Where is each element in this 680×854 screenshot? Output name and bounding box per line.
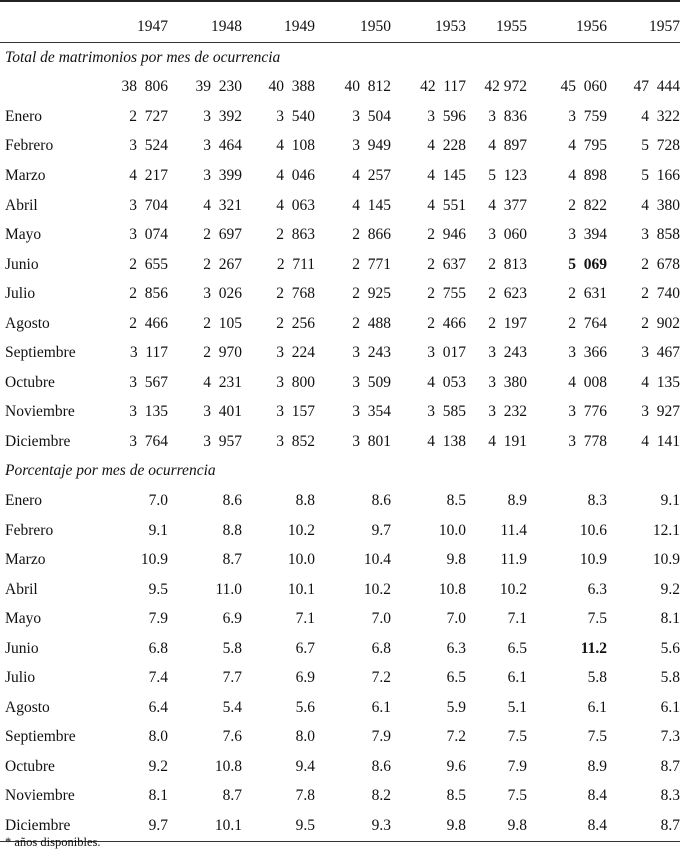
year-header: 1955 [466,12,527,43]
month-label: Julio [5,285,36,303]
table-cell: 11.4 [500,521,527,539]
table-cell: 6.5 [446,669,466,687]
year-header: 1957 [607,12,680,43]
table-cell: 4 380 [641,196,680,214]
table-cell: 3 585 [427,403,466,421]
table-cell: 10.9 [652,551,680,569]
table-cell: 8.7 [222,551,242,569]
table-cell: 2 771 [352,255,391,273]
month-label: Octubre [5,757,55,775]
month-label: Abril [5,580,38,598]
table-cell: 3 157 [276,403,315,421]
table-cell: 3 524 [129,137,168,155]
month-label: Noviembre [5,403,75,421]
table-cell: 3 117 [129,344,168,362]
table-cell: 8.6 [371,491,391,509]
table-cell: 4 897 [488,137,527,155]
table-cell: 2 631 [568,285,607,303]
table-cell: 10.9 [140,551,168,569]
table-cell: 3 060 [488,226,527,244]
table-cell: 7.2 [446,728,466,746]
table-row [0,604,680,634]
table-cell: 7.9 [371,728,391,746]
table-cell: 10.8 [438,580,466,598]
table-cell: 7.1 [295,610,315,628]
table-cell: 7.0 [148,491,168,509]
table-cell: 3 927 [641,403,680,421]
table-row [0,575,680,605]
table-row [0,309,680,339]
table-cell: 8.2 [371,787,391,805]
table-cell: 3 467 [641,344,680,362]
section-title-percent: Porcentaje por mes de ocurrencia [5,462,216,480]
table-cell: 7.0 [446,610,466,628]
table-row [0,634,680,664]
year-header: 1947 [104,12,168,43]
month-label: Febrero [5,137,54,155]
table-row [0,811,680,841]
table-cell: 4 231 [203,373,242,391]
table-cell: 4 191 [488,432,527,450]
table-cell: 5.8 [222,639,242,657]
table-cell: 5.6 [295,698,315,716]
section-heading-row [0,457,680,487]
table-cell: 9.8 [446,551,466,569]
month-label: Julio [5,669,36,687]
table-cell: 8.7 [222,787,242,805]
table-row [0,250,680,280]
month-label: Noviembre [5,787,75,805]
month-label: Septiembre [5,728,76,746]
table-cell: 4 053 [427,373,466,391]
table-cell: 2 863 [276,226,315,244]
table-cell: 7.1 [507,610,527,628]
table-cell: 11.9 [500,551,527,569]
table-cell: 6.4 [148,698,168,716]
table-cell: 8.1 [148,787,168,805]
table-cell: 10.2 [363,580,391,598]
table-cell: 3 540 [276,107,315,125]
table-cell: 42 117 [420,78,466,96]
table-cell: 6.1 [371,698,391,716]
month-label: Enero [5,107,43,125]
table-cell: 6.8 [148,639,168,657]
month-label: Agosto [5,314,50,332]
table-row [0,693,680,723]
table-cell: 4 321 [203,196,242,214]
month-label: Junio [5,639,39,657]
month-label: Marzo [5,166,46,184]
table-cell: 3 026 [203,285,242,303]
table-cell: 11.0 [215,580,242,598]
table-cell: 7.9 [148,610,168,628]
table-cell: 9.7 [104,811,168,841]
table-cell: 4 145 [352,196,391,214]
month-label: Mayo [5,610,42,628]
header-blank [0,12,104,43]
table-cell: 4 377 [488,196,527,214]
table-cell: 2 813 [488,255,527,273]
header-row [0,12,680,43]
table-cell: 9.4 [295,757,315,775]
table-row [0,102,680,132]
month-label: Agosto [5,698,50,716]
section-title-totals: Total de matrimonios por mes de ocurrencia [5,48,281,66]
year-header: 1953 [391,12,466,43]
table-cell: 7.0 [371,610,391,628]
table-cell: 3 394 [568,226,607,244]
table-cell: 2 768 [276,285,315,303]
table-cell: 10.4 [363,551,391,569]
table-cell: 2 711 [276,255,315,273]
table-cell: 4 138 [427,432,466,450]
table-cell: 2 105 [203,314,242,332]
table-cell: 4 898 [568,166,607,184]
table-cell: 2 655 [129,255,168,273]
table-cell: 9.2 [660,580,680,598]
table-cell: 7.5 [587,728,607,746]
table-cell: 10.9 [579,551,607,569]
table-cell: 3 858 [641,226,680,244]
table-cell: 6.8 [371,639,391,657]
table-row [0,545,680,575]
table-cell: 2 267 [203,255,242,273]
table-row [0,486,680,516]
table-row [0,663,680,693]
table-cell: 9.2 [148,757,168,775]
table-cell: 6.7 [295,639,315,657]
table-cell: 8.3 [660,787,680,805]
table-cell: 3 949 [352,137,391,155]
table-cell: 8.6 [222,491,242,509]
table-cell: 2 970 [203,344,242,362]
table-cell: 3 464 [203,137,242,155]
table-cell: 8.5 [446,787,466,805]
highlighted-cell: 11.2 [580,639,607,657]
table-cell: 5.8 [660,669,680,687]
table-cell: 3 800 [276,373,315,391]
table-cell: 9.6 [446,757,466,775]
table-row [0,191,680,221]
table-cell: 7.5 [507,728,527,746]
table-cell: 9.1 [148,521,168,539]
table-cell: 6.1 [507,669,527,687]
table-cell: 2 925 [352,285,391,303]
table-row [0,782,680,812]
table-cell: 6.1 [660,698,680,716]
marriages-by-month-table [0,12,680,842]
table-cell: 10.2 [287,521,315,539]
table-cell: 4 322 [641,107,680,125]
table-cell: 2 727 [129,107,168,125]
footnote: * años disponibles. [5,835,101,849]
table-cell: 2 623 [488,285,527,303]
table-cell: 4 551 [427,196,466,214]
table-cell: 4 228 [427,137,466,155]
table-cell: 12.1 [652,521,680,539]
table-cell: 2 256 [276,314,315,332]
table-cell: 4 141 [641,432,680,450]
section-heading-row [0,43,680,73]
month-label: Marzo [5,551,46,569]
table-cell: 8.6 [371,757,391,775]
table-cell: 10.6 [579,521,607,539]
year-header: 1950 [315,12,391,43]
month-label: Mayo [5,226,42,244]
table-cell: 7.8 [295,787,315,805]
table-cell: 8.1 [660,610,680,628]
table-cell: 2 488 [352,314,391,332]
month-label: Febrero [5,521,54,539]
month-label: Junio [5,255,39,273]
table-cell: 6.3 [587,580,607,598]
table-cell: 3 801 [352,432,391,450]
year-header: 1956 [527,12,607,43]
table-row [0,398,680,428]
month-label: Octubre [5,373,55,391]
table-cell: 10.1 [287,580,315,598]
table-cell: 3 243 [352,344,391,362]
table-cell: 3 380 [488,373,527,391]
table-cell: 8.3 [587,491,607,509]
table-cell: 9.1 [660,491,680,509]
table-cell: 9.8 [466,811,527,841]
table-cell: 4 108 [276,137,315,155]
table-cell: 8.4 [527,811,607,841]
table-cell: 2 197 [488,314,527,332]
table-cell: 5.6 [660,639,680,657]
table-cell: 42 972 [484,78,527,96]
table-cell: 7.9 [507,757,527,775]
table-cell: 2 822 [568,196,607,214]
table-cell: 3 074 [129,226,168,244]
table-cell: 2 637 [427,255,466,273]
table-cell: 5.1 [507,698,527,716]
year-header: 1949 [242,12,315,43]
table-cell: 7.4 [148,669,168,687]
table-cell: 47 444 [633,78,680,96]
table-cell: 40 812 [344,78,391,96]
table-cell: 10.1 [168,811,242,841]
table-cell: 8.7 [660,757,680,775]
table-cell: 3 776 [568,403,607,421]
table-cell: 8.0 [148,728,168,746]
table-cell: 5.9 [446,698,466,716]
top-rule [0,0,680,2]
table-cell: 7.6 [222,728,242,746]
table-cell: 2 764 [568,314,607,332]
table-row [0,723,680,753]
table-cell: 3 504 [352,107,391,125]
table-row [0,220,680,250]
month-label: Septiembre [5,344,76,362]
table-cell: 3 778 [568,432,607,450]
table-row [0,338,680,368]
table-cell: 3 354 [352,403,391,421]
table-cell: 5.4 [222,698,242,716]
table-cell: 6.3 [446,639,466,657]
table-cell: 8.8 [295,491,315,509]
table-row [0,279,680,309]
table-cell: 4 135 [641,373,680,391]
table-cell: 5 166 [641,166,680,184]
table-row [0,516,680,546]
table-cell: 4 063 [276,196,315,214]
table-cell: 6.1 [587,698,607,716]
table-cell: 2 856 [129,285,168,303]
month-label: Abril [5,196,38,214]
year-header: 1948 [168,12,242,43]
table-cell: 8.0 [295,728,315,746]
table-cell: 3 764 [129,432,168,450]
highlighted-cell: 5 069 [568,255,607,273]
table-cell: 4 217 [129,166,168,184]
table-cell: 6.9 [222,610,242,628]
month-label: Diciembre [5,432,71,450]
table-cell: 5 728 [641,137,680,155]
table-cell: 10.0 [287,551,315,569]
table-cell: 2 697 [203,226,242,244]
table-cell: 5.8 [587,669,607,687]
table-cell: 4 008 [568,373,607,391]
table-cell: 10.8 [214,757,242,775]
table-cell: 2 678 [641,255,680,273]
table-body [0,43,680,842]
table-cell: 9.5 [148,580,168,598]
month-label: Diciembre [0,811,104,841]
table-cell: 2 946 [427,226,466,244]
table-cell: 2 466 [427,314,466,332]
table-cell: 39 230 [195,78,242,96]
table-cell: 3 017 [427,344,466,362]
table-row [0,752,680,782]
table-cell: 8.9 [587,757,607,775]
table-cell: 10.2 [499,580,527,598]
table-cell: 7.3 [660,728,680,746]
table-cell: 7.7 [222,669,242,687]
table-cell: 3 232 [488,403,527,421]
table-cell: 3 224 [276,344,315,362]
table-cell: 3 401 [203,403,242,421]
table-cell: 40 388 [268,78,315,96]
table-cell: 8.4 [587,787,607,805]
table-cell: 2 755 [427,285,466,303]
table-cell: 3 836 [488,107,527,125]
table-cell: 4 257 [352,166,391,184]
table-cell: 9.3 [315,811,391,841]
table-row [0,132,680,162]
table-cell: 3 596 [427,107,466,125]
table-cell: 2 740 [641,285,680,303]
table-cell: 5 123 [488,166,527,184]
table-cell: 10.0 [438,521,466,539]
table-cell: 8.8 [222,521,242,539]
table-cell: 2 902 [641,314,680,332]
table-cell: 3 392 [203,107,242,125]
table-cell: 3 366 [568,344,607,362]
table-cell: 7.5 [587,610,607,628]
table-row [0,368,680,398]
table-cell: 3 957 [203,432,242,450]
table-cell: 3 243 [488,344,527,362]
table-cell: 3 704 [129,196,168,214]
table-cell: 8.9 [507,491,527,509]
table-cell: 3 567 [129,373,168,391]
table-cell: 3 509 [352,373,391,391]
table-cell: 3 135 [129,403,168,421]
table-cell: 6.5 [507,639,527,657]
table-cell: 3 399 [203,166,242,184]
table-row [0,161,680,191]
table-cell: 6.9 [295,669,315,687]
table-cell: 8.5 [446,491,466,509]
table-row [0,427,680,457]
table-cell: 2 866 [352,226,391,244]
table-cell: 9.5 [242,811,315,841]
table-cell: 7.2 [371,669,391,687]
table-cell: 3 759 [568,107,607,125]
table-cell: 4 795 [568,137,607,155]
table-cell: 3 852 [276,432,315,450]
table-cell: 7.5 [507,787,527,805]
totals-row [0,73,680,103]
month-label: Enero [5,491,43,509]
table-cell: 4 046 [276,166,315,184]
table-cell: 2 466 [129,314,168,332]
table-cell: 9.7 [371,521,391,539]
table-cell: 38 806 [121,78,168,96]
table-cell: 9.8 [391,811,466,841]
table-cell: 45 060 [560,78,607,96]
row-label [0,73,104,103]
table-cell: 4 145 [427,166,466,184]
table-cell: 8.7 [607,811,680,841]
